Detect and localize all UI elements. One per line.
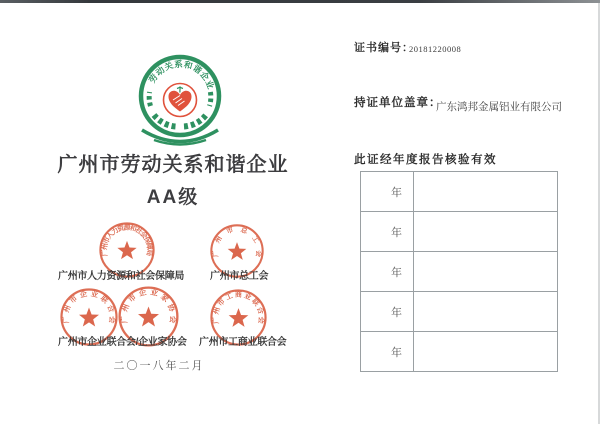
year-row xyxy=(361,292,558,332)
year-row xyxy=(361,252,558,292)
certificate-title: 广州市劳动关系和谐企业 xyxy=(57,154,289,176)
blank-cell xyxy=(414,292,558,332)
year-row xyxy=(361,172,558,212)
svg-text:广州市总工会: 广州市总工会 xyxy=(212,226,262,258)
issuer-name-hr-bureau: 广州市人力资源和社会保障局 xyxy=(58,271,185,282)
year-cell: 年 xyxy=(361,252,414,292)
holder-company-value: 广东鸿邦金属铝业有限公司 xyxy=(436,102,562,113)
validity-note: 此证经年度报告核验有效 xyxy=(354,154,497,166)
scan-top-edge xyxy=(0,0,600,3)
year-row xyxy=(361,212,558,252)
svg-text:广州市企业联合会: 广州市企业联合会 xyxy=(60,288,118,325)
emblem-arc-text: 劳动关系和谐企业 xyxy=(146,58,217,91)
svg-text:广州市工商业联合会: 广州市工商业联合会 xyxy=(211,290,266,325)
cert-number-value: 20181220008 xyxy=(409,44,462,54)
issuer-name-industry-commerce: 广州市工商业联合会 xyxy=(199,337,287,348)
issuer-name-trade-union: 广州市总工会 xyxy=(210,271,269,282)
year-cell: 年 xyxy=(361,212,414,252)
year-cell: 年 xyxy=(361,292,414,332)
blank-cell xyxy=(414,212,558,252)
issue-date: 二〇一八年二月 xyxy=(113,360,205,372)
certificate-grade: AA级 xyxy=(146,187,200,208)
blank-cell xyxy=(414,332,558,372)
issuer-name-enterprise-federation: 广州市企业联合会/企业家协会 xyxy=(58,337,187,348)
year-cell: 年 xyxy=(361,172,414,212)
blank-cell xyxy=(414,172,558,212)
emblem-logo xyxy=(124,50,236,156)
blank-cell xyxy=(414,252,558,292)
holder-seal-label: 持证单位盖章： xyxy=(354,97,442,109)
verification-table xyxy=(360,171,558,372)
year-row xyxy=(361,332,558,372)
year-cell: 年 xyxy=(361,332,414,372)
svg-text:广州市企业家协会: 广州市企业家协会 xyxy=(119,287,178,324)
cert-number-label: 证书编号： xyxy=(354,42,414,54)
svg-text:广州市人力资源和社会保障局: 广州市人力资源和社会保障局 xyxy=(101,224,153,257)
